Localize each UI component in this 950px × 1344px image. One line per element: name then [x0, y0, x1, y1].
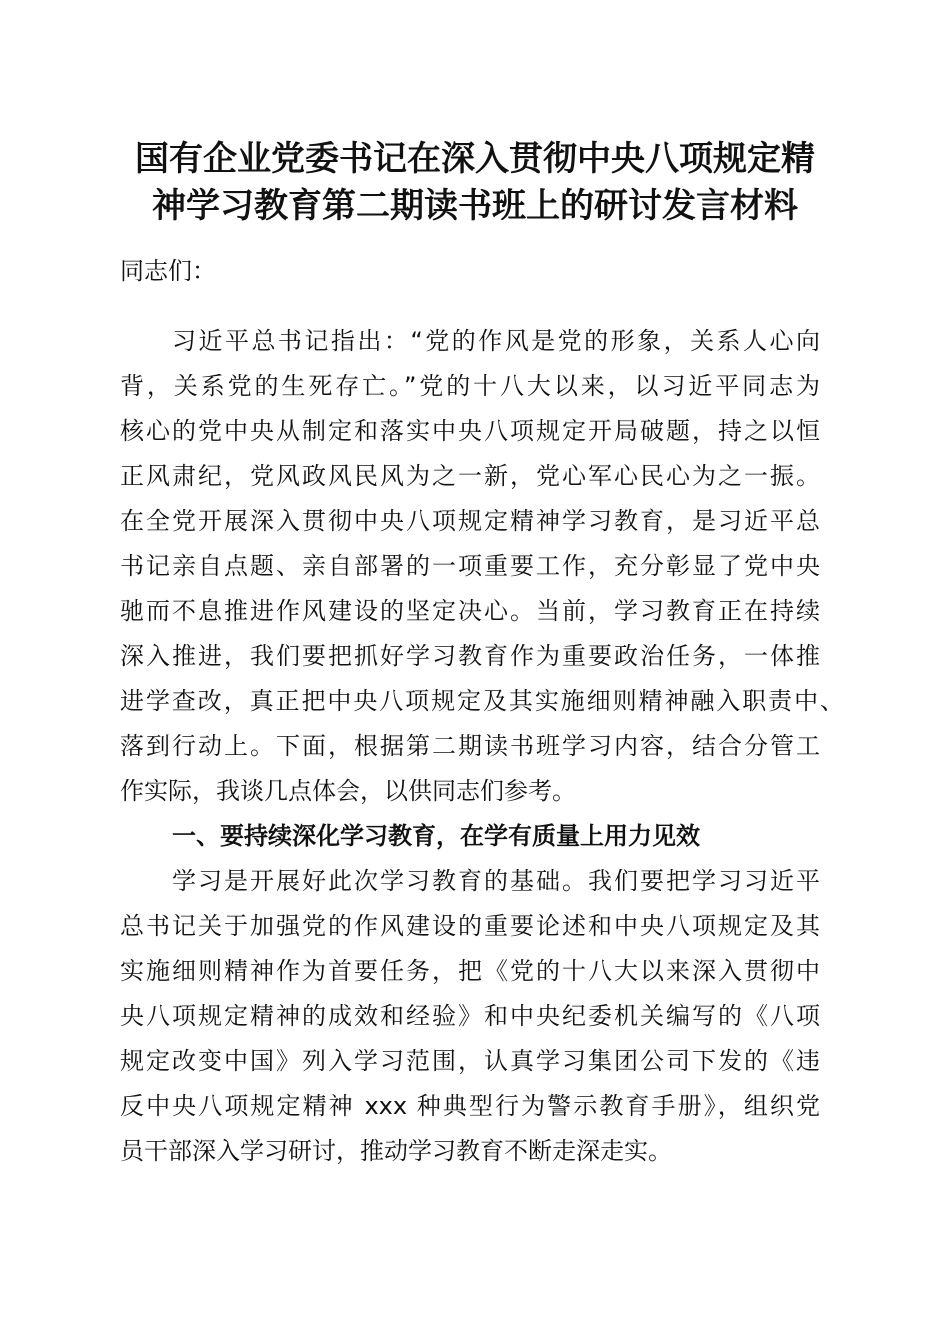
salutation: 同志们：	[120, 257, 216, 285]
title-line: 国有企业党委书记在深入贯彻中央八项规定精	[135, 139, 815, 179]
title-line: 神学习教育第二期读书班上的研讨发言材料	[152, 186, 798, 226]
text-line: 员干部深入学习研讨，推动学习教育不断走深走实。	[120, 1137, 672, 1165]
text-line: 作实际，我谈几点体会，以供同志们参考。	[120, 777, 576, 805]
text-line: 深入推进，我们要把抓好学习教育作为重要政治任务，一体推	[120, 642, 820, 670]
text-line: 在全党开展深入贯彻中央八项规定精神学习教育，是习近平总	[120, 507, 820, 535]
text-line: 落到行动上。下面，根据第二期读书班学习内容，结合分管工	[120, 732, 820, 760]
text-line: 反中央八项规定精神 xxx 种典型行为警示教育手册》，组织党	[120, 1092, 820, 1120]
text-line: 正风肃纪，党风政风民风为之一新，党心军心民心为之一振。	[120, 462, 820, 490]
text-line: 书记亲自点题、亲自部署的一项重要工作，充分彰显了党中央	[120, 552, 820, 580]
section-heading: 一、要持续深化学习教育，在学有质量上用力见效	[172, 822, 700, 850]
text-line: 进学查改，真正把中央八项规定及其实施细则精神融入职责中、	[120, 687, 844, 715]
text-line: 学习是开展好此次学习教育的基础。我们要把学习习近平	[172, 867, 820, 895]
text-line: 核心的党中央从制定和落实中央八项规定开局破题，持之以恒	[120, 417, 820, 445]
text-line: 央八项规定精神的成效和经验》和中央纪委机关编写的《八项	[120, 1002, 820, 1030]
text-line: 实施细则精神作为首要任务，把《党的十八大以来深入贯彻中	[120, 957, 820, 985]
text-line: 习近平总书记指出：“党的作风是党的形象，关系人心向	[172, 327, 820, 355]
text-line: 总书记关于加强党的作风建设的重要论述和中央八项规定及其	[120, 912, 820, 940]
text-line: 背，关系党的生死存亡。”党的十八大以来，以习近平同志为	[120, 372, 820, 400]
text-line: 规定改变中国》列入学习范围，认真学习集团公司下发的《违	[120, 1047, 820, 1075]
text-line: 驰而不息推进作风建设的坚定决心。当前，学习教育正在持续	[120, 597, 820, 625]
